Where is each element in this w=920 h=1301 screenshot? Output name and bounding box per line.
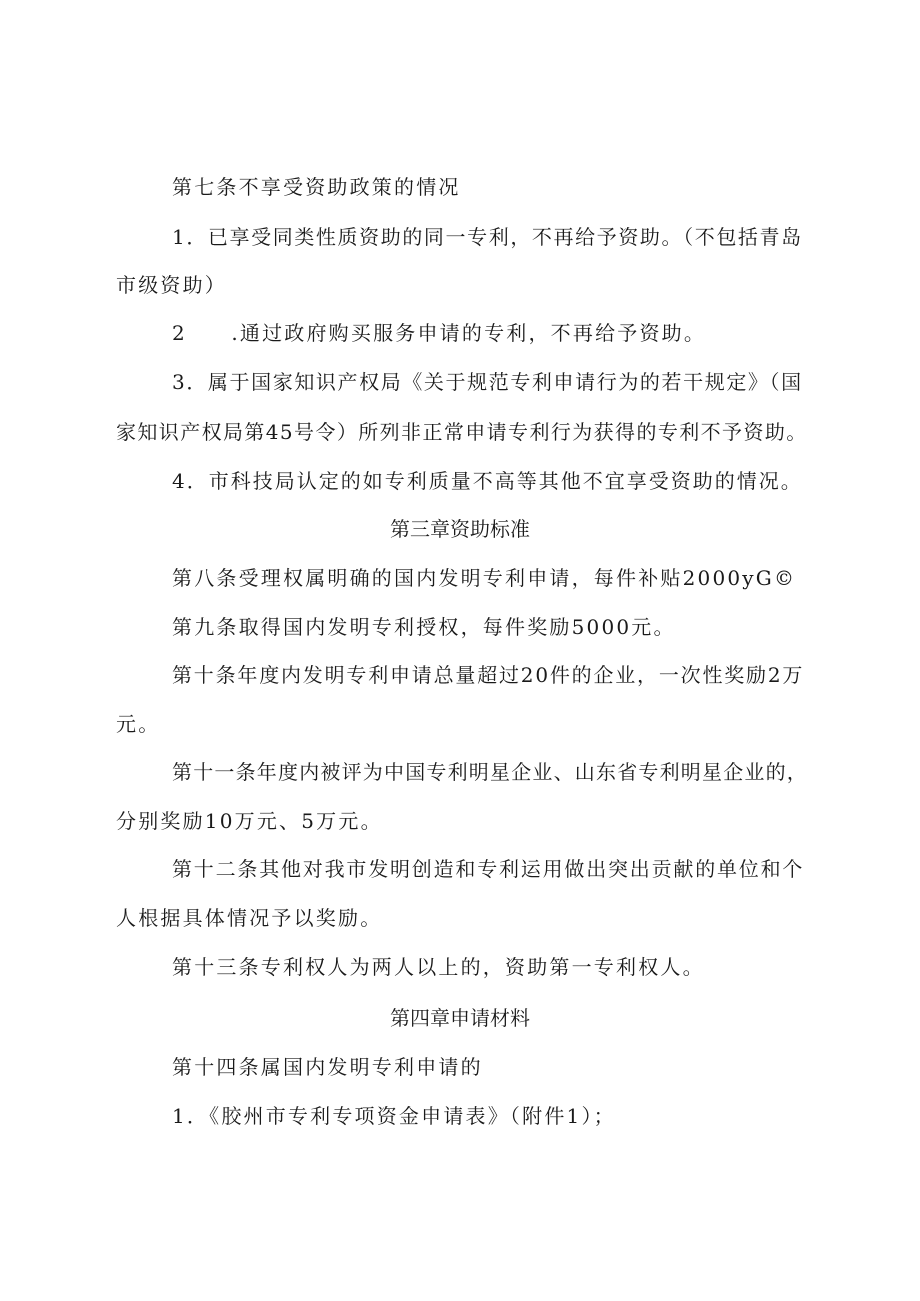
article-8: 第八条受理权属明确的国内发明专利申请，每件补贴2000yG© — [172, 566, 797, 590]
article-14-item-1: 1．《胶州市专利专项资金申请表》（附件1）； — [172, 1104, 616, 1128]
article-11-cont: 分别奖励10万元、5万元。 — [116, 809, 383, 833]
article-14: 第十四条属国内发明专利申请的 — [172, 1055, 483, 1079]
article-7-item-4: 4．市科技局认定的如专利质量不高等其他不宜享受资助的情况。 — [172, 469, 803, 493]
article-7-heading: 第七条不享受资助政策的情况 — [172, 175, 461, 199]
article-7-item-1: 1．已享受同类性质资助的同一专利，不再给予资助。（不包括青岛 — [172, 225, 803, 249]
article-12-cont: 人根据具体情况予以奖励。 — [116, 906, 383, 930]
chapter-3-heading: 第三章资助标准 — [390, 517, 530, 541]
article-7-item-2: 2 .通过政府购买服务申请的专利，不再给予资助。 — [172, 321, 707, 345]
article-7-item-3-cont: 家知识产权局第45号令）所列非正常申请专利行为获得的专利不予资助。 — [116, 420, 808, 444]
article-10-cont: 元。 — [116, 712, 161, 736]
article-11: 第十一条年度内被评为中国专利明星企业、山东省专利明星企业的， — [172, 760, 808, 784]
article-7-item-3: 3．属于国家知识产权局《关于规范专利申请行为的若干规定》（国 — [172, 370, 803, 394]
article-9: 第九条取得国内发明专利授权，每件奖励5000元。 — [172, 615, 676, 639]
chapter-4-heading: 第四章申请材料 — [390, 1006, 530, 1030]
article-13: 第十三条专利权人为两人以上的，资助第一专利权人。 — [172, 955, 705, 979]
article-10: 第十条年度内发明专利申请总量超过20件的企业，一次性奖励2万 — [172, 663, 805, 687]
article-12: 第十二条其他对我市发明创造和专利运用做出突出贡献的单位和个 — [172, 857, 805, 881]
article-7-item-1-cont: 市级资助） — [116, 273, 227, 297]
